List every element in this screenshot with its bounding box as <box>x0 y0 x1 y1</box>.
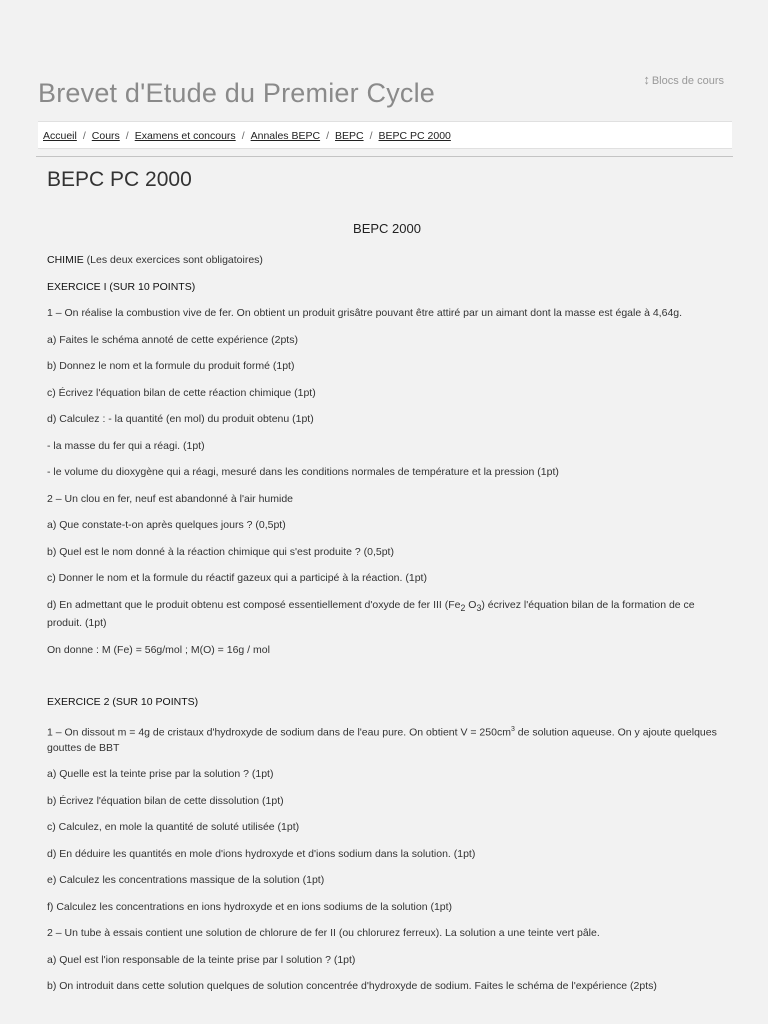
ex2-line: a) Quelle est la teinte prise par la solution ? (1pt) <box>47 768 274 781</box>
ex1-given: On donne : M (Fe) = 56g/mol ; M(O) = 16g / mol <box>47 643 270 656</box>
chimie-note: (Les deux exercices sont obligatoires) <box>83 254 263 266</box>
ex1-line: a) Faites le schéma annoté de cette expérience (2pts) <box>47 333 298 346</box>
ex2-line: d) En déduire les quantités en mole d'ions hydroxyde et d'ions sodium dans la solution. (1pt) <box>47 847 476 860</box>
chimie-label: CHIMIE <box>47 254 84 266</box>
ex2-line: b) Écrivez l'équation bilan de cette dissolution (1pt) <box>47 794 284 807</box>
ex1-question-d <box>47 598 727 632</box>
document-title: BEPC 2000 <box>353 221 421 236</box>
breadcrumb-separator: / <box>241 130 245 142</box>
breadcrumb-annales[interactable]: Annales BEPC <box>250 130 321 142</box>
subscript: 3 <box>476 602 482 613</box>
breadcrumb-separator: / <box>82 130 86 142</box>
ex2-line: 2 – Un tube à essais contient une solution de chlorure de fer II (ou chlorurez ferreux). La solution a une teinte vert pâle. <box>47 927 600 940</box>
ex2-line: e) Calculez les concentrations massique de la solution (1pt) <box>47 874 325 887</box>
breadcrumb-examens[interactable]: Examens et concours <box>134 130 236 142</box>
exercise-1-title: EXERCICE I (SUR 10 POINTS) <box>47 280 196 293</box>
breadcrumb <box>38 121 732 149</box>
page-content <box>47 220 727 1006</box>
ex1-line: 2 – Un clou en fer, neuf est abandonné à l'air humide <box>47 492 294 505</box>
ex1-d-text: O <box>465 598 477 611</box>
ex1-d-text: ) écrivez l'équation bilan de la formation de ce produit. (1pt) <box>47 598 695 630</box>
breadcrumb-bepc[interactable]: BEPC <box>335 130 364 142</box>
breadcrumb-accueil[interactable]: Accueil <box>43 130 77 142</box>
site-title: Brevet d'Etude du Premier Cycle <box>38 78 436 108</box>
divider <box>36 156 733 157</box>
ex1-line: c) Donner le nom et la formule du réactif gazeux qui a participé à la réaction. (1pt) <box>47 572 427 584</box>
blocs-de-cours-link[interactable] <box>643 72 724 87</box>
ex2-text: de solution aqueuse. On y ajoute quelques gouttes de BBT <box>47 726 717 754</box>
breadcrumb-cours[interactable]: Cours <box>91 130 120 142</box>
breadcrumb-separator: / <box>125 130 129 142</box>
ex1-line: a) Que constate-t-on après quelques jours ? (0,5pt) <box>47 519 286 531</box>
spacer <box>47 669 727 695</box>
ex1-line: c) Écrivez l'équation bilan de cette réaction chimique (1pt) <box>47 386 316 399</box>
ex1-line: - la masse du fer qui a réagi. (1pt) <box>47 439 205 452</box>
breadcrumb-separator: / <box>326 130 329 142</box>
ex2-text: 1 – On dissout m = 4g de cristaux d'hydroxyde de sodium dans de l'eau pure. On obtient V = 250cm <box>47 726 511 739</box>
ex2-line: c) Calculez, en mole la quantité de soluté utilisée (1pt) <box>47 821 300 834</box>
ex2-line-1 <box>47 722 727 757</box>
ex1-d-text: d) En admettant que le produit obtenu est composé essentiellement d'oxyde de fer III (Fe <box>47 598 461 611</box>
ex1-line: 1 – On réalise la combustion vive de fer. On obtient un produit grisâtre pouvant être attiré par un aimant dont la masse est égale à 4,64g. <box>47 307 683 319</box>
ex2-line: f) Calculez les concentrations en ions hydroxyde et en ions sodiums de la solution (1pt) <box>47 900 453 913</box>
page-title: BEPC PC 2000 <box>47 168 192 191</box>
subscript: 2 <box>460 602 466 613</box>
exercise-2-title: EXERCICE 2 (SUR 10 POINTS) <box>47 696 199 709</box>
blocs-label: Blocs de cours <box>651 75 724 87</box>
breadcrumb-bepc-pc-2000[interactable]: BEPC PC 2000 <box>378 130 451 142</box>
ex1-line: b) Donnez le nom et la formule du produit formé (1pt) <box>47 360 295 372</box>
breadcrumb-separator: / <box>369 130 373 142</box>
ex2-line: b) On introduit dans cette solution quelques de solution concentrée d'hydroxyde de sodium. Faites le schéma de l'expérience (2pts) <box>47 980 657 993</box>
vertical-arrows-icon: ↕ <box>643 72 650 87</box>
ex2-line: a) Quel est l'ion responsable de la teinte prise par l solution ? (1pt) <box>47 953 356 966</box>
chimie-intro <box>47 253 727 269</box>
ex1-line: d) Calculez : - la quantité (en mol) du produit obtenu (1pt) <box>47 413 314 425</box>
ex1-line: b) Quel est le nom donné à la réaction chimique qui s'est produite ? (0,5pt) <box>47 545 394 558</box>
superscript: 3 <box>510 725 515 733</box>
ex1-line: - le volume du dioxygène qui a réagi, mesuré dans les conditions normales de température et la pression (1pt) <box>47 466 559 478</box>
